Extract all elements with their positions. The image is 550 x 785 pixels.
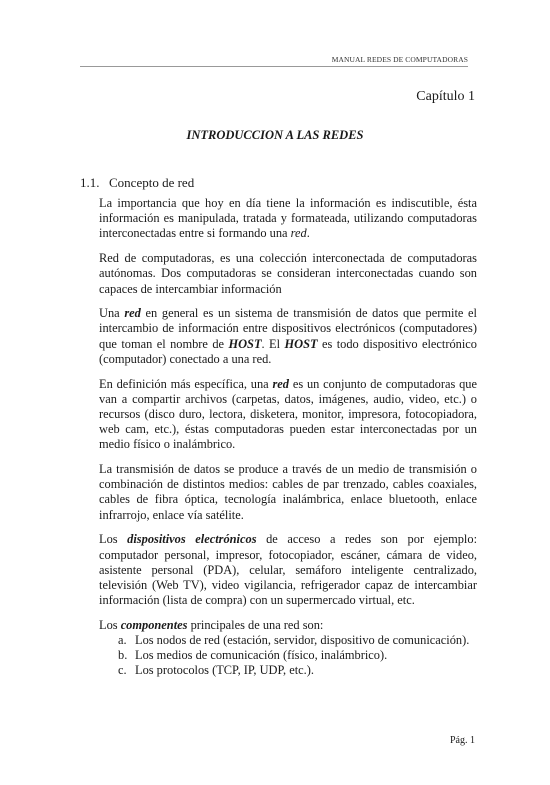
section-heading [80, 175, 194, 191]
emphasis-host: HOST [284, 336, 318, 351]
list-marker: c. [118, 663, 127, 678]
paragraph-text: La importancia que hoy en día tiene la información es indiscutible, ésta información es manipulada, tratada y formateada, utilizando computadoras interconectadas entre si formando una [99, 196, 477, 241]
paragraph-7 [99, 618, 477, 633]
paragraph-text: . [306, 226, 310, 241]
emphasis-devices: dispositivos electrónicos [127, 532, 257, 547]
components-list [99, 633, 477, 679]
paragraph-text: es todo dispositivo electrónico (computador) conectado a una red. [99, 336, 478, 366]
paragraph-text: Los [99, 532, 128, 547]
list-item-text: Los nodos de red (estación, servidor, dispositivo de comunicación). [135, 633, 470, 648]
paragraph-5: La transmisión de datos se produce a través de un medio de transmisión o combinación de distintos medios: cables de par trenzado, cables coaxiales, cables de fibra óptica, tecnología inalámbrica, enlace bluetooth, enlace infrarrojo, enlace vía satélite. [99, 462, 477, 522]
paragraph-text: En definición más específica, una [99, 376, 273, 391]
section-number: 1.1. [80, 175, 100, 190]
emphasis-host: HOST [228, 336, 262, 351]
list-item [99, 648, 477, 663]
list-item [99, 633, 477, 648]
paragraph-4 [99, 377, 477, 453]
paragraph-text: principales de una red son: [187, 617, 324, 632]
paragraph-2: Red de computadoras, es una colección interconectada de computadoras autónomas. Dos computadoras se consideran interconectadas cuando son capaces de intercambiar información [99, 251, 477, 296]
emphasis-components: componentes [120, 617, 188, 632]
paragraph-6 [99, 532, 477, 608]
page-header [80, 54, 468, 67]
list-marker: a. [118, 633, 127, 648]
paragraph-text: Una [99, 306, 125, 321]
paragraph-text: . El [261, 336, 285, 351]
chapter-label: Capítulo 1 [416, 89, 475, 104]
body-content [99, 196, 477, 679]
emphasis-red: red [290, 226, 307, 241]
list-item [99, 663, 477, 678]
emphasis-red: red [124, 306, 141, 321]
emphasis-red: red [272, 376, 290, 391]
paragraph-text: es un conjunto de computadoras que van a compartir archivos (carpetas, datos, imágenes, audio, video, etc.) o recursos (disco duro, lectora, disketera, monitor, impresora, fotocopiadora, web cam, etc.), éstas computadoras pueden estar interconectadas por un medio físico o inalámbrico. [99, 376, 477, 452]
page-number: Pág. 1 [450, 735, 475, 746]
list-item-text: Los protocolos (TCP, IP, UDP, etc.). [135, 663, 314, 678]
list-item-text: Los medios de comunicación (físico, inalámbrico). [135, 648, 388, 663]
paragraph-3 [99, 306, 477, 367]
header-title: MANUAL REDES DE COMPUTADORAS [328, 54, 468, 66]
paragraph-1 [99, 196, 477, 242]
section-title: Concepto de red [109, 175, 195, 190]
paragraph-text: de acceso a redes son por ejemplo: computador personal, impresor, fotocopiador, escáner, cámara de video, asistente personal (PDA), celular, semáforo inteligente centralizado, televisión (Web TV), video vigilancia, refrigerador capaz de intercambiar información (lista de compra) con un supermercado virtual, etc. [99, 532, 478, 608]
paragraph-text: Los [99, 617, 121, 632]
paragraph-text: en general es un sistema de transmisión de datos que permite el intercambio de información entre dispositivos electrónicos (computadores) que toman el nombre de [99, 306, 477, 351]
document-title: INTRODUCCION A LAS REDES [186, 128, 364, 142]
list-marker: b. [118, 648, 128, 663]
